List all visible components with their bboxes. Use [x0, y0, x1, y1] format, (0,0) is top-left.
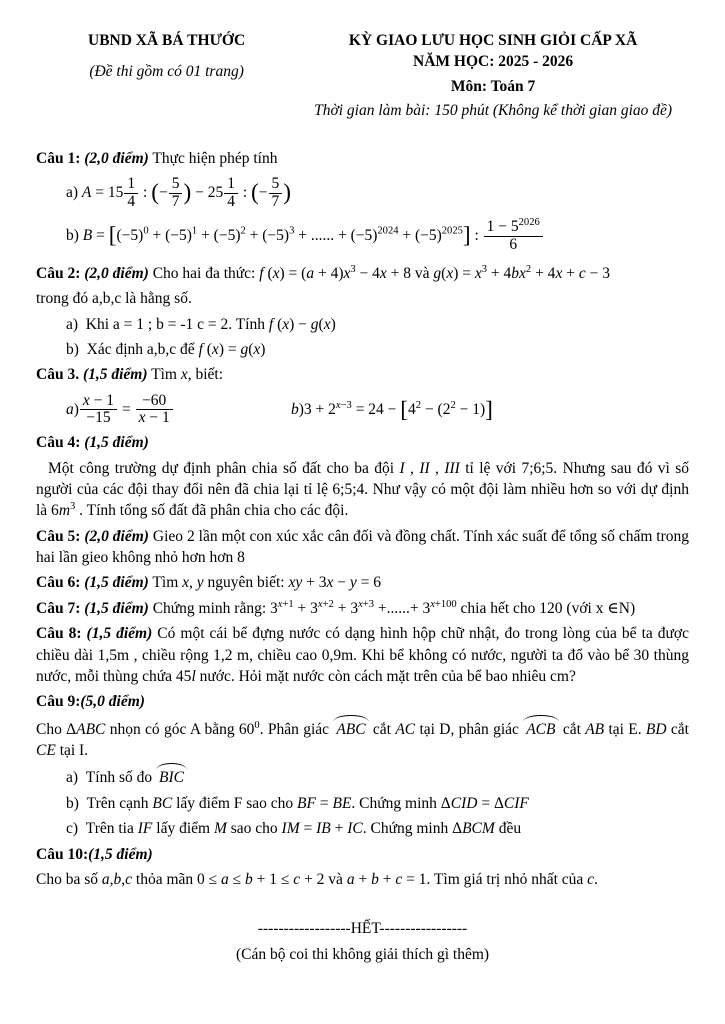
organization-name: UBND XÃ BÁ THƯỚC — [88, 32, 246, 49]
q10-heading — [36, 844, 689, 865]
q10-points: (1,5 điểm) — [88, 845, 153, 863]
header-right — [297, 30, 689, 122]
document-body — [36, 148, 689, 966]
q5-text: Gieo 2 lần một con xúc xắc cân đối và đồng chất. Tính xác suất để tổng số chấm trong hai lần gieo không nhỏ hơn hơn 8 — [36, 527, 690, 567]
q3-heading — [36, 364, 689, 385]
q4-heading — [36, 432, 689, 453]
q5-paragraph — [36, 526, 689, 569]
school-year: NĂM HỌC: 2025 - 2026 — [413, 53, 574, 71]
q9-intro: Cho ΔABC nhọn có góc A bằng $60^0$. Phân giác ABC cắt AC tại D, phân giác ACB cắt AB tại E. BD cắt CE tại I. — [36, 717, 689, 762]
q3-points: (1,5 điểm) — [82, 366, 148, 384]
q7-label: Câu 7: — [36, 599, 81, 617]
footer-note: (Cán bộ coi thi không giải thích gì thêm) — [235, 945, 490, 963]
q6-points: (1,5 điểm) — [84, 574, 149, 592]
duration-line: Thời gian làm bài: 150 phút (Không kể thời gian giao đề) — [314, 102, 673, 120]
q3-intro: Tìm x, biết: — [151, 366, 224, 384]
q9-item-b: b) Trên cạnh BC lấy điểm F sao cho BF = BE. Chứng minh ΔCID = ΔCIF — [66, 794, 529, 812]
q2-line2: trong đó a,b,c là hằng số. — [36, 290, 192, 308]
q1-intro: Thực hiện phép tính — [152, 149, 278, 167]
q8-label: Câu 8: — [36, 625, 82, 643]
q1-label: Câu 1: — [36, 149, 81, 167]
q2-points: (2,0 điểm) — [84, 264, 149, 282]
q2-label: Câu 2: — [36, 264, 81, 282]
subject-line: Môn: Toán 7 — [450, 77, 536, 95]
q8-paragraph — [36, 623, 689, 687]
q2-item-a: a) Khi a = 1 ; b = -1 c = 2. Tính f (x) − g(x) — [66, 315, 336, 333]
q5-label: Câu 5: — [36, 527, 81, 545]
q7-paragraph — [36, 598, 689, 619]
q6-paragraph — [36, 572, 689, 593]
q9-points: (5,0 điểm) — [80, 693, 145, 711]
q10-text: Cho ba số a,b,c thỏa mãn 0 ≤ a ≤ b + 1 ≤ c + 2 và a + b + c = 1. Tìm giá trị nhỏ nhất của c. — [36, 870, 598, 888]
q7-text: Chứng minh rằng: $3^{x+1} + 3^{x+2} + 3^{x+3}$ +......+ $3^{x+100}$ chia hết cho 120 (với x ∈N) — [152, 598, 636, 617]
q10-label: Câu 10: — [36, 845, 89, 863]
header — [36, 30, 689, 122]
q1-item-a: a) A = 15 $\frac{1}{4}$ : (− $\frac{5}{7}$ ) − 25 $\frac{1}{4}$ : (− $\frac{5}{7}$ ) — [66, 174, 292, 210]
q8-points: (1,5 điểm) — [86, 625, 153, 643]
q1-points: (2,0 điểm) — [84, 149, 149, 167]
q1-item-b: b) $B = [(-5)^0 + (-5)^1 + (-5)^2 + (-5)^3$ + ...... + $(-5)^{2024} + (-5)^{2025}$] : $\frac{1 - 5^{2026}}{6}$ — [66, 219, 689, 253]
q6-label: Câu 6: — [36, 574, 81, 592]
q3-item-a: a) $\frac{x - 1}{-15}$ = $\frac{-60}{x - 1}$ — [66, 393, 291, 427]
q9-label: Câu 9: — [36, 693, 81, 711]
q1-heading — [36, 148, 689, 169]
q4-text: Một công trường dự định phân chia số đất cho ba đội I , II , III tỉ lệ với 7;6;5. Nhưng sau đó vì số người của các đội thay đổi nên đã chia lại tỉ lệ 6;5;4. Như vậy có một đội làm nhiều hơn so với dự định là $6m^3$ . Tính tổng số đất đã phân chia cho các đội. — [36, 459, 690, 520]
q4-label: Câu 4: — [36, 434, 81, 452]
header-left — [36, 30, 297, 122]
q2-intro: Cho hai đa thức: f $(x) = (a + 4)x^3 - 4x + 8$ và $g(x) = x^3 + 4bx^2 + 4x + c - 3$ — [152, 263, 610, 282]
page-count-note: (Đề thi gồm có 01 trang) — [89, 63, 244, 81]
q3-items — [66, 393, 689, 427]
q9-item-c: c) Trên tia IF lấy điểm M sao cho IM = IB + IC. Chứng minh ΔBCM đều — [66, 820, 522, 838]
exam-title: KỲ GIAO LƯU HỌC SINH GIỎI CẤP XÃ — [348, 32, 638, 49]
q6-text: Tìm x, y nguyên biết: xy + 3x − y = 6 — [152, 574, 382, 592]
q5-points: (2,0 điểm) — [84, 527, 149, 545]
q9-item-a: a) Tính số đo BIC — [66, 765, 689, 788]
q9-heading — [36, 691, 689, 712]
q2-item-b: b) Xác định a,b,c để f (x) = g(x) — [66, 340, 266, 358]
q3-item-b: $b)3 + 2^{x-3} = 24 - [4^2 - (2^2 - 1)]$ — [291, 397, 493, 424]
q8-text: Có một cái bể đựng nước có dạng hình hộp chữ nhật, đo trong lòng của bể ta được chiều dài 1,5m , chiều rộng 1,2 m, chiều cao 0,9m. Khi bể không có nước, người ta đổ vào bể 30 thùng nước, mỗi thùng chứa 45l nước. Hỏi mặt nước còn cách mặt trên của bể bao nhiêu cm? — [36, 625, 690, 685]
footer — [36, 918, 689, 965]
q2-heading — [36, 263, 689, 284]
footer-end-line: ------------------HẾT----------------- — [257, 920, 468, 938]
q3-label: Câu 3. — [36, 366, 80, 384]
q7-points: (1,5 điểm) — [84, 599, 149, 617]
q4-points: (1,5 điểm) — [84, 434, 149, 452]
